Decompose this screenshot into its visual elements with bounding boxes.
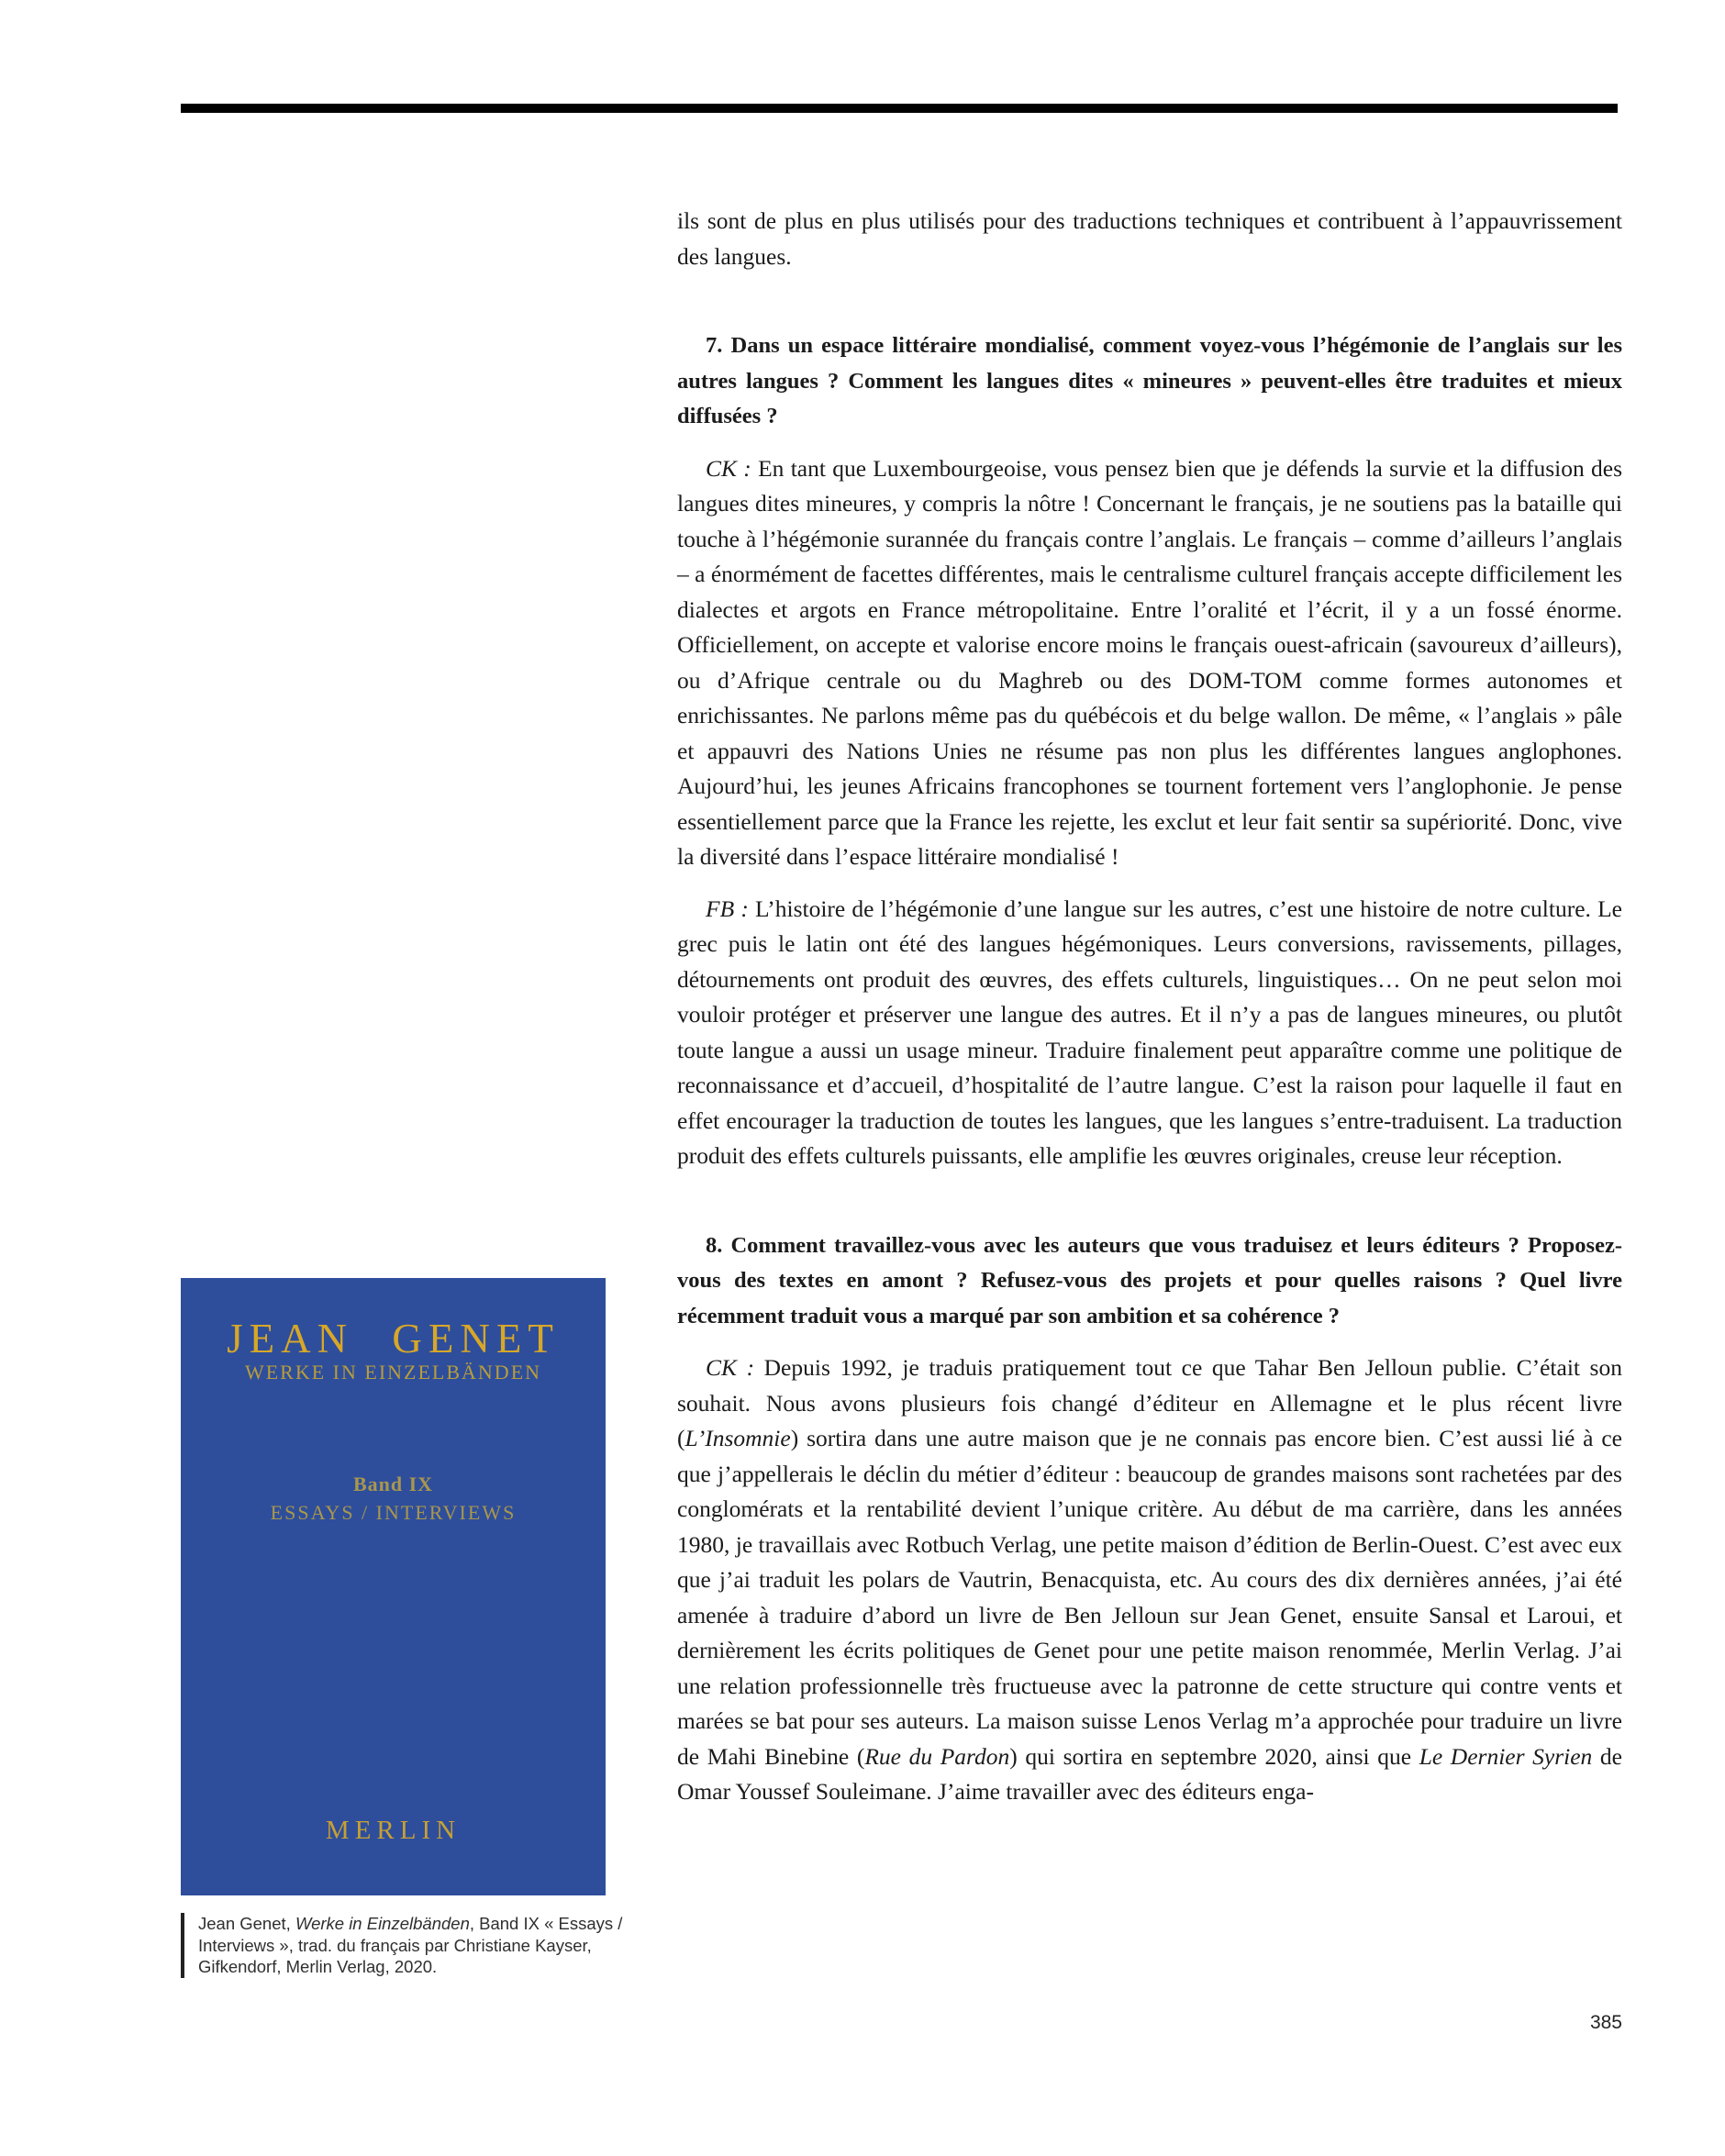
caption-line: Interviews », trad. du français par Christiane Kayser, — [198, 1935, 592, 1955]
body-paragraph: CK : Depuis 1992, je traduis pratiquement tout ce que Tahar Ben Jelloun publie. C’était son souhait. Nous avons plusieurs fois changé d’éditeur en Allemagne et le plus récent livre (L’Insomnie) sortira dans une autre maison que je ne connais pas encore bien. C’est aussi lié à ce que j’appellerais le déclin du métier d’éditeur : beaucoup de grandes maisons sont rachetées par des conglomérats et la rentabilité devient l’unique critère. Au début de ma carrière, dans les années 1980, je travaillais avec Rotbuch Verlag, une petite maison d’édition de Berlin-Ouest. C’est avec eux que j’ai traduit les polars de Vautrin, Benacquista, etc. Au cours des dix dernières années, j’ai été amenée à traduire d’abord un livre de Ben Jelloun sur Jean Genet, ensuite Sansal et Laroui, et dernièrement les écrits politiques de Genet pour une petite maison renommée, Merlin Verlag. J’ai une relation professionnelle très fructueuse avec la patronne de cette structure qui contre vents et marées se bat pour ses auteurs. La maison suisse Lenos Verlag m’a approchée pour traduire un livre de Mahi Binebine (Rue du Pardon) qui sortira en septembre 2020, ainsi que Le Dernier Syrien de Omar Youssef Souleimane. J’aime travailler avec des éditeurs enga- — [677, 1354, 1623, 1805]
header-rule — [181, 104, 1618, 113]
caption-line: Jean Genet, Werke in Einzelbänden, Band IX « Essays / — [198, 1914, 623, 1933]
body-paragraph: ils sont de plus en plus utilisés pour des traductions techniques et contribuent à l’appauvrissement des langues. — [677, 207, 1622, 270]
caption-line: Gifkendorf, Merlin Verlag, 2020. — [198, 1957, 438, 1976]
question-heading: 8. Comment travaillez-vous avec les auteurs que vous traduisez et leurs éditeurs ? Proposez-vous des textes en amont ? Refusez-vous des projets et pour quelles raisons ? Quel livre récemment traduit vous a marqué par son ambition et sa cohérence ? — [677, 1232, 1622, 1328]
text-column — [677, 204, 1622, 1827]
cover-band-number: Band IX — [352, 1473, 434, 1495]
cover-publisher: MERLIN — [325, 1816, 462, 1845]
cover-subtitle: WERKE IN EINZELBÄNDEN — [244, 1361, 542, 1384]
body-paragraph: CK : En tant que Luxembourgeoise, vous pensez bien que je défends la survie et la diffusion des langues dites mineures, y compris la nôtre ! Concernant le français, je ne soutiens pas la bataille qui touche à l’hégémonie surannée du français contre l’anglais. Le français – comme d’ailleurs l’anglais – a énormément de facettes différentes, mais le centralisme culturel français accepte difficilement les dialectes et argots en France métropolitaine. Entre l’oralité et l’écrit, il y a un fossé énorme. Officiellement, on accepte et valorise encore moins le français ouest-africain (savoureux d’ailleurs), ou d’Afrique centrale ou du Maghreb ou des DOM-TOM comme formes autonomes et enrichissantes. Ne parlons même pas du québécois et du belge wallon. De même, « l’anglais » pâle et appauvri des Nations Unies ne résume pas non plus les différentes langues anglophones. Aujourd’hui, les jeunes Africains francophones se tournent fortement vers l’anglophonie. Je pense essentiellement parce que la France les rejette, les exclut et leur fait sentir sa supériorité. Donc, vive la diversité dans l’espace littéraire mondialisé ! — [677, 454, 1622, 870]
question-heading: 7. Dans un espace littéraire mondialisé, comment voyez-vous l’hégémonie de l’anglais sur les autres langues ? Comment les langues dites « mineures » peuvent-elles être traduites et mieux diffusées ? — [677, 333, 1622, 428]
cover-title: JEAN GENET — [227, 1316, 560, 1361]
book-cover — [181, 1278, 606, 1895]
body-paragraph: FB : L’histoire de l’hégémonie d’une langue sur les autres, c’est une histoire de notre culture. Le grec puis le latin ont été des langues hégémoniques. Leurs conversions, ravissements, pillages, détournements ont produit des œuvres, des effets culturels, linguistiques… On ne peut selon moi vouloir protéger et préserver une langue des autres. Et il n’y a pas de langues mineures, ou plutôt toute langue a aussi un usage mineur. Traduire finalement peut apparaître comme une politique de reconnaissance et d’accueil, d’hospitalité de l’autre langue. C’est la raison pour laquelle il faut en effet encourager la traduction de toutes les langues, que les langues s’entre-traduisent. La traduction produit des effets culturels puissants, elle amplifie les œuvres originales, creuse leur réception. — [677, 895, 1622, 1169]
figure-caption — [181, 1913, 639, 1978]
page-number: 385 — [1589, 2012, 1622, 2033]
cover-series-title: ESSAYS / INTERVIEWS — [270, 1501, 517, 1524]
